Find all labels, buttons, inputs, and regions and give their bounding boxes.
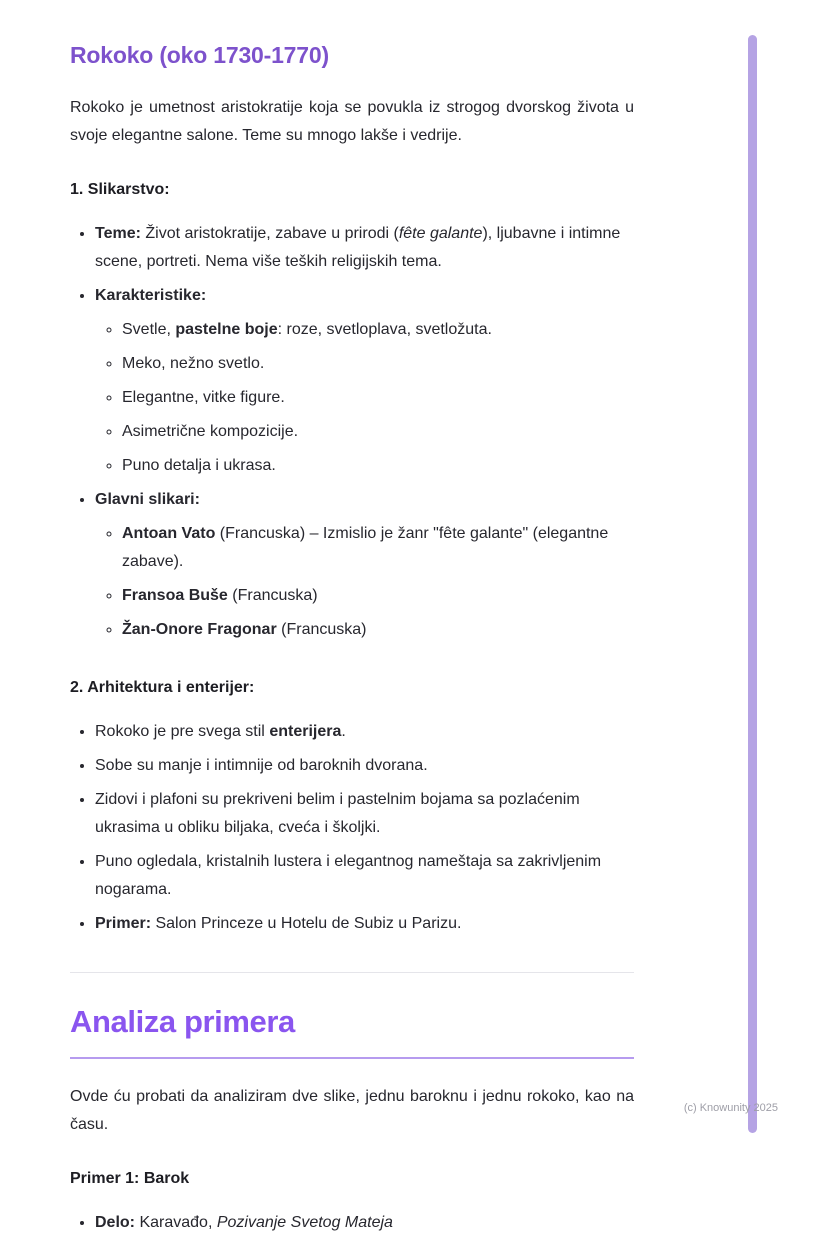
scrollbar-thumb[interactable] [748, 35, 757, 1133]
text-segment: Antoan Vato [122, 525, 216, 542]
text-segment: Život aristokratije, zabave u prirodi ( [140, 225, 399, 242]
text-segment: Pozivanje Svetog Mateja [216, 1214, 393, 1231]
text-segment: Sobe su manje i intimnije od baroknih dvorana. [95, 757, 428, 774]
text-segment: Fransoa Buše [122, 587, 228, 604]
text-segment: Karakteristike: [95, 287, 207, 304]
text-segment: Puno detalja i ukrasa. [122, 457, 276, 474]
list-item [95, 848, 634, 904]
list-item [95, 1209, 634, 1237]
list-item [95, 282, 634, 480]
analiza-title: Analiza primera [70, 1004, 295, 1039]
text-segment: Meko, nežno svetlo. [122, 355, 265, 372]
text-segment: (Francuska) [227, 587, 318, 604]
list-item [95, 718, 634, 746]
text-segment: fête galante [398, 225, 483, 242]
list-item [122, 582, 634, 610]
section-heading-rokoko: Rokoko (oko 1730-1770) [70, 42, 329, 68]
subheading-primer1: Primer 1: Barok [70, 1170, 190, 1187]
analiza-title-underline [70, 1057, 634, 1059]
slikarstvo-list [70, 220, 634, 644]
list-item [95, 786, 634, 842]
section-divider [70, 972, 634, 973]
subheading-slikarstvo: 1. Slikarstvo: [70, 181, 170, 198]
text-segment: ), ljubavne i intimne scene, portreti. Nema više teških religijskih tema. [95, 225, 621, 270]
sub-list [95, 316, 634, 480]
primer1-list [70, 1209, 634, 1237]
list-item [95, 220, 634, 276]
watermark: (c) Knowunity 2025 [683, 1102, 778, 1114]
sub-list [95, 520, 634, 644]
list-item [95, 486, 634, 644]
text-segment: Glavni slikari: [95, 491, 200, 508]
list-item [122, 616, 634, 644]
text-segment: Teme: [95, 225, 141, 242]
text-segment: Primer: [95, 915, 152, 932]
text-segment: Rokoko je pre svega stil [95, 723, 270, 740]
list-item [122, 452, 634, 480]
text-segment: Zidovi i plafoni su prekriveni belim i pastelnim bojama sa pozlaćenim ukrasima u obliku biljaka, cveća i školjki. [95, 791, 580, 836]
arhitektura-list [70, 718, 634, 938]
list-item [122, 350, 634, 378]
list-item [95, 752, 634, 780]
list-item [122, 316, 634, 344]
list-item [95, 910, 634, 938]
text-segment: (Francuska) [276, 621, 367, 638]
text-segment: Delo: [95, 1214, 135, 1231]
text-segment: Asimetrične kompozicije. [122, 423, 299, 440]
text-segment: pastelne boje [175, 321, 278, 338]
text-segment: enterijera [269, 723, 342, 740]
text-segment: Žan-Onore Fragonar [122, 621, 277, 638]
text-segment: Svetle, [122, 321, 176, 338]
text-segment: Salon Princeze u Hotelu de Subiz u Parizu. [151, 915, 462, 932]
list-item [122, 384, 634, 412]
text-segment: (Francuska) – Izmislio je žanr "fête galante" (elegantne zabave). [122, 525, 609, 570]
text-segment: : roze, svetloplava, svetložuta. [277, 321, 492, 338]
text-segment: Elegantne, vitke figure. [122, 389, 285, 406]
text-segment: Karavađo, [135, 1214, 217, 1231]
analiza-intro-paragraph: Ovde ću probati da analiziram dve slike, jednu baroknu i jednu rokoko, kao na času. [70, 1088, 634, 1133]
text-segment: Puno ogledala, kristalnih lustera i elegantnog nameštaja sa zakrivljenim nogarama. [95, 853, 602, 898]
list-item [122, 418, 634, 446]
rokoko-intro-paragraph: Rokoko je umetnost aristokratije koja se povukla iz strogog dvorskog života u svoje elegantne salone. Teme su mnogo lakše i vedrije. [70, 99, 634, 144]
list-item [122, 520, 634, 576]
subheading-arhitektura: 2. Arhitektura i enterijer: [70, 679, 255, 696]
text-segment: . [341, 723, 346, 740]
